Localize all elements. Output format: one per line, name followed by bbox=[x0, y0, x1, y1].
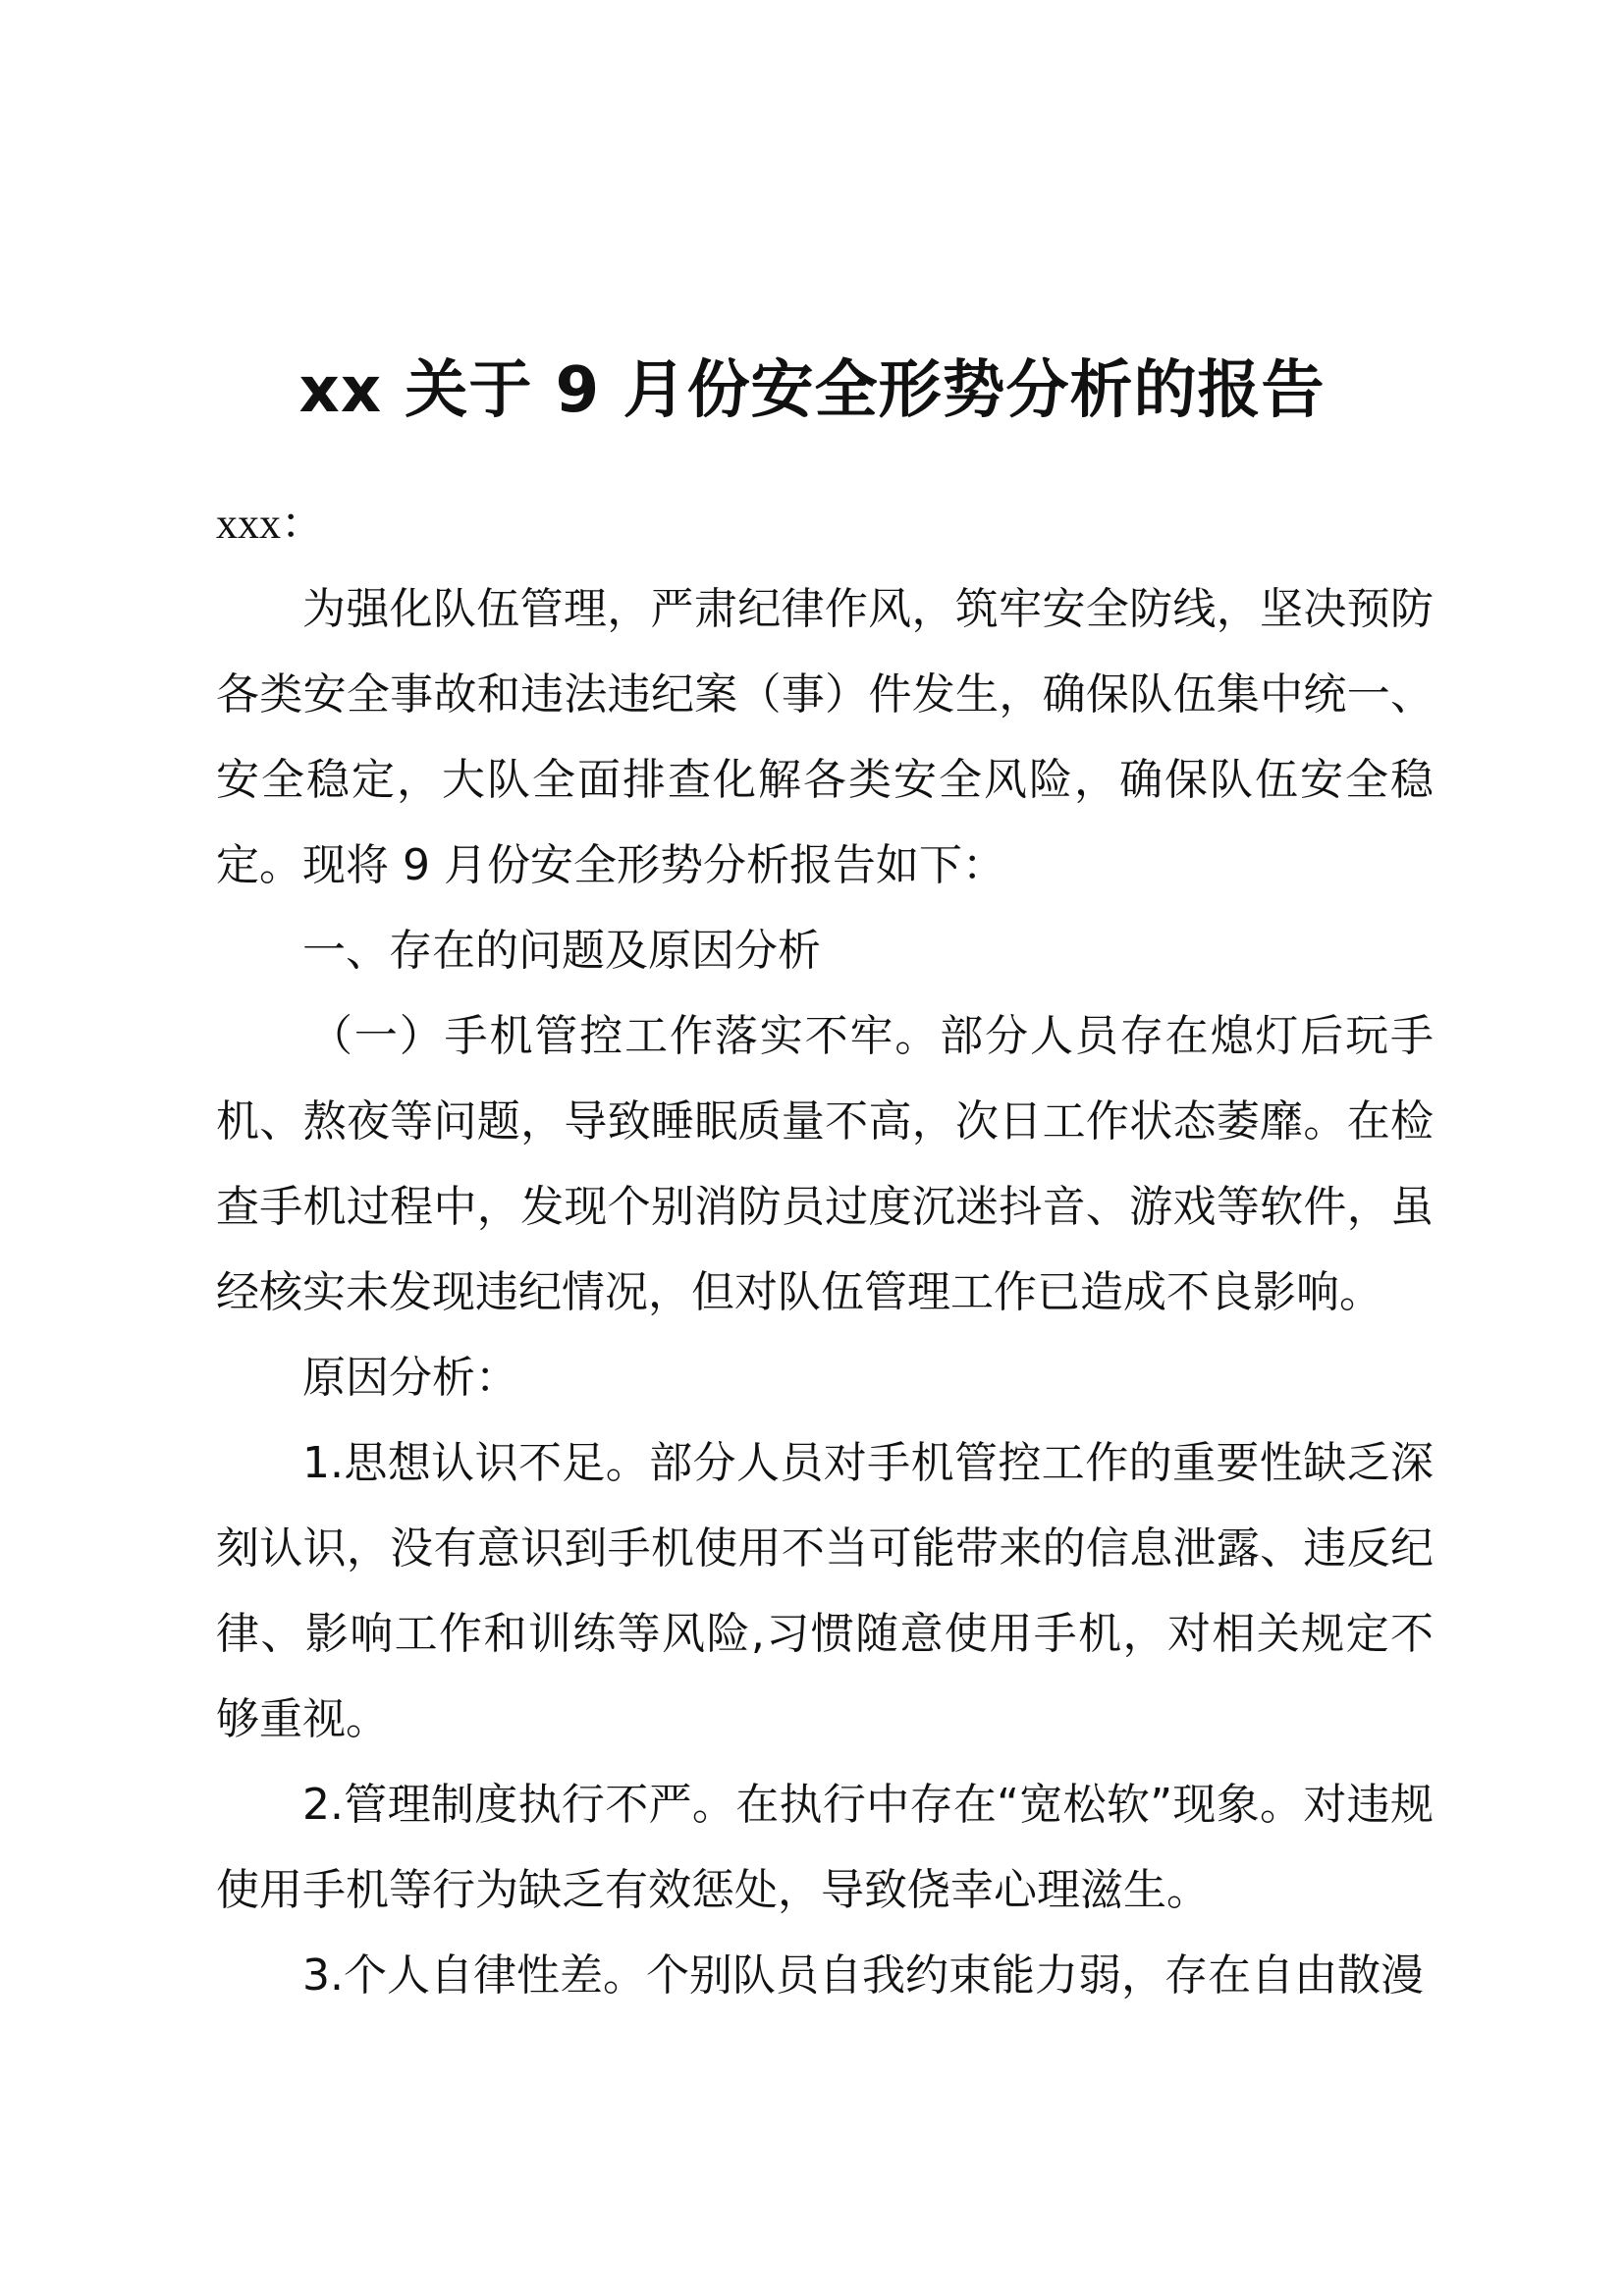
paragraph-phone-control: （一）手机管控工作落实不牢。部分人员存在熄灯后玩手机、熬夜等问题，导致睡眠质量不高，次日工作状态萎靡。在检查手机过程中，发现个别消防员过度沉迷抖音、游戏等软件，虽经核实未发现违纪情况，但对队伍管理工作已造成不良影响。 bbox=[216, 1011, 1434, 1317]
paragraph-cause-1: 1.思想认识不足。部分人员对手机管控工作的重要性缺乏深刻认识，没有意识到手机使用不当可能带来的信息泄露、违反纪律、影响工作和训练等风险,习惯随意使用手机，对相关规定不够重视。 bbox=[216, 1438, 1434, 1744]
paragraph-cause-label: 原因分析： bbox=[302, 1353, 518, 1403]
section-heading-problems: 一、存在的问题及原因分析 bbox=[302, 926, 821, 976]
paragraph-cause-3: 3.个人自律性差。个别队员自我约束能力弱，存在自由散漫 bbox=[302, 1950, 1424, 2001]
paragraph-intro: 为强化队伍管理，严肃纪律作风，筑牢安全防线，坚决预防各类安全事故和违法违纪案（事）件发生，确保队伍集中统一、安全稳定，大队全面排查化解各类安全风险，确保队伍安全稳定。现将 9 月份安全形势分析报告如下： bbox=[216, 584, 1434, 890]
document-body bbox=[216, 481, 1434, 2018]
document-title: xx 关于 9 月份安全形势分析的报告 bbox=[298, 353, 1326, 427]
paragraph-cause-2: 2.管理制度执行不严。在执行中存在“宽松软”现象。对违规使用手机等行为缺乏有效惩处，导致侥幸心理滋生。 bbox=[216, 1780, 1434, 1915]
salutation: xxx： bbox=[216, 500, 324, 548]
